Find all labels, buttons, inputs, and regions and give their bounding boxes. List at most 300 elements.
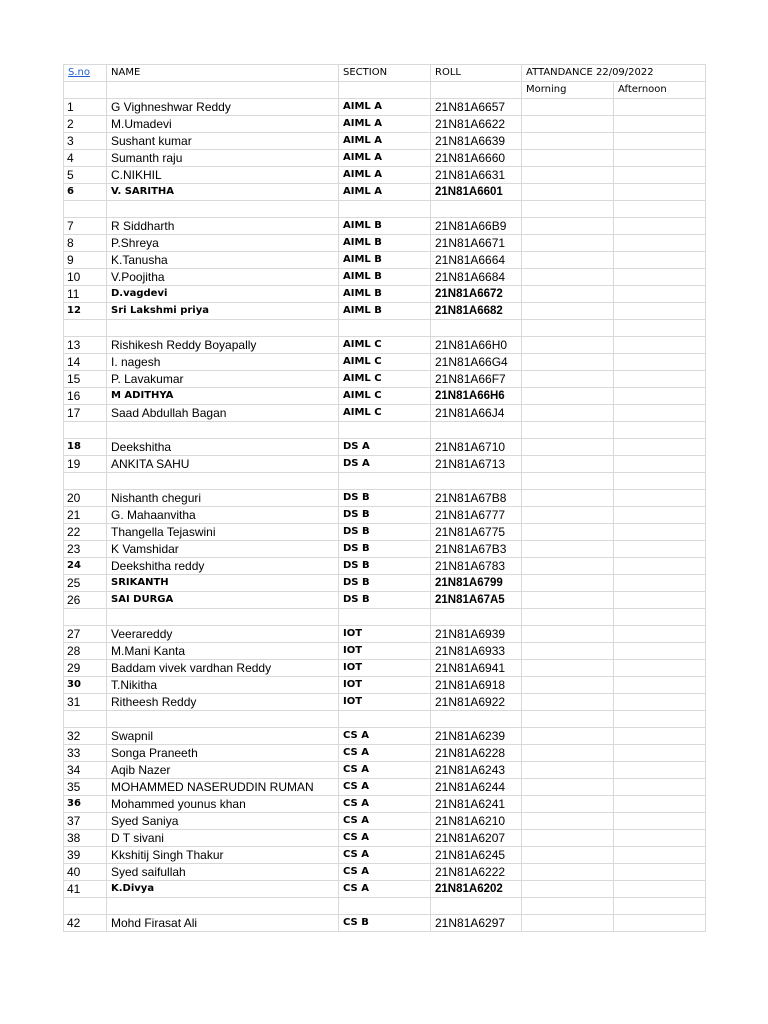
sno-cell: 11 <box>64 286 107 303</box>
sno-cell: 26 <box>64 592 107 609</box>
roll-cell: 21N81A66B9 <box>431 218 522 235</box>
morning-cell <box>522 150 614 167</box>
section-cell: CS A <box>339 728 431 745</box>
empty-cell <box>107 422 339 439</box>
roll-cell: 21N81A6713 <box>431 456 522 473</box>
roll-cell: 21N81A6297 <box>431 915 522 932</box>
roll-cell: 21N81A6622 <box>431 116 522 133</box>
morning-cell <box>522 762 614 779</box>
afternoon-cell <box>614 558 706 575</box>
morning-cell <box>522 456 614 473</box>
morning-cell <box>522 881 614 898</box>
roll-cell: 21N81A6672 <box>431 286 522 303</box>
roll-cell: 21N81A6777 <box>431 507 522 524</box>
afternoon-cell <box>614 677 706 694</box>
section-cell: AIML A <box>339 167 431 184</box>
sno-cell: 9 <box>64 252 107 269</box>
name-cell: M.Mani Kanta <box>107 643 339 660</box>
afternoon-cell <box>614 167 706 184</box>
sno-cell: 18 <box>64 439 107 456</box>
section-cell: DS A <box>339 439 431 456</box>
empty-cell <box>107 201 339 218</box>
empty-cell <box>431 609 522 626</box>
name-cell: Ritheesh Reddy <box>107 694 339 711</box>
section-cell: AIML C <box>339 371 431 388</box>
table-row <box>64 150 706 167</box>
name-cell: G. Mahaanvitha <box>107 507 339 524</box>
name-cell: D.vagdevi <box>107 286 339 303</box>
empty-cell <box>614 609 706 626</box>
name-cell: Rishikesh Reddy Boyapally <box>107 337 339 354</box>
roll-cell: 21N81A6775 <box>431 524 522 541</box>
afternoon-cell <box>614 286 706 303</box>
morning-cell <box>522 864 614 881</box>
afternoon-cell <box>614 592 706 609</box>
empty-cell <box>614 422 706 439</box>
section-cell: IOT <box>339 643 431 660</box>
roll-cell: 21N81A67A5 <box>431 592 522 609</box>
sno-cell: 17 <box>64 405 107 422</box>
roll-cell: 21N81A6922 <box>431 694 522 711</box>
roll-cell: 21N81A6244 <box>431 779 522 796</box>
section-cell: AIML B <box>339 252 431 269</box>
empty-cell <box>614 320 706 337</box>
name-cell: Swapnil <box>107 728 339 745</box>
empty-cell <box>431 711 522 728</box>
name-cell: K.Tanusha <box>107 252 339 269</box>
name-cell: SAI DURGA <box>107 592 339 609</box>
roll-cell: 21N81A6601 <box>431 184 522 201</box>
table-row <box>64 745 706 762</box>
section-cell: IOT <box>339 626 431 643</box>
table-row <box>64 813 706 830</box>
name-cell: V. SARITHA <box>107 184 339 201</box>
section-cell: AIML B <box>339 286 431 303</box>
morning-cell <box>522 575 614 592</box>
morning-cell <box>522 796 614 813</box>
empty-cell <box>107 609 339 626</box>
empty-cell <box>522 473 614 490</box>
blank-row <box>64 201 706 218</box>
empty-cell <box>107 898 339 915</box>
morning-cell <box>522 490 614 507</box>
sno-cell: 32 <box>64 728 107 745</box>
sno-cell: 15 <box>64 371 107 388</box>
roll-cell: 21N81A66G4 <box>431 354 522 371</box>
roll-cell: 21N81A6210 <box>431 813 522 830</box>
table-row <box>64 405 706 422</box>
afternoon-cell <box>614 915 706 932</box>
name-cell: M.Umadevi <box>107 116 339 133</box>
sno-cell: 31 <box>64 694 107 711</box>
morning-cell <box>522 677 614 694</box>
section-cell: CS A <box>339 813 431 830</box>
section-cell: AIML A <box>339 116 431 133</box>
name-cell: G Vighneshwar Reddy <box>107 99 339 116</box>
morning-cell <box>522 354 614 371</box>
roll-cell: 21N81A6639 <box>431 133 522 150</box>
sno-cell: 12 <box>64 303 107 320</box>
roll-cell: 21N81A6918 <box>431 677 522 694</box>
sno-cell: 20 <box>64 490 107 507</box>
name-cell: P.Shreya <box>107 235 339 252</box>
roll-cell: 21N81A6202 <box>431 881 522 898</box>
section-cell: DS B <box>339 575 431 592</box>
blank-row <box>64 320 706 337</box>
afternoon-cell <box>614 660 706 677</box>
section-cell: IOT <box>339 677 431 694</box>
morning-cell <box>522 694 614 711</box>
blank-row <box>64 473 706 490</box>
section-cell: CS A <box>339 847 431 864</box>
empty-cell <box>431 898 522 915</box>
name-cell: Baddam vivek vardhan Reddy <box>107 660 339 677</box>
roll-cell: 21N81A66H6 <box>431 388 522 405</box>
empty-cell <box>339 201 431 218</box>
section-cell: CS A <box>339 762 431 779</box>
afternoon-cell <box>614 694 706 711</box>
table-row <box>64 337 706 354</box>
afternoon-cell <box>614 881 706 898</box>
name-cell: M ADITHYA <box>107 388 339 405</box>
table-row <box>64 558 706 575</box>
section-cell: AIML C <box>339 337 431 354</box>
table-row <box>64 524 706 541</box>
morning-cell <box>522 643 614 660</box>
morning-cell <box>522 235 614 252</box>
afternoon-cell <box>614 762 706 779</box>
afternoon-cell <box>614 507 706 524</box>
roll-cell: 21N81A6710 <box>431 439 522 456</box>
table-row <box>64 881 706 898</box>
section-cell: IOT <box>339 660 431 677</box>
morning-cell <box>522 915 614 932</box>
table-row <box>64 643 706 660</box>
empty-cell <box>614 201 706 218</box>
afternoon-cell <box>614 150 706 167</box>
sno-cell: 13 <box>64 337 107 354</box>
table-row <box>64 660 706 677</box>
section-cell: DS A <box>339 456 431 473</box>
afternoon-cell <box>614 524 706 541</box>
morning-cell <box>522 830 614 847</box>
morning-cell <box>522 558 614 575</box>
afternoon-cell <box>614 354 706 371</box>
section-cell: DS B <box>339 507 431 524</box>
roll-cell: 21N81A6682 <box>431 303 522 320</box>
roll-cell: 21N81A6228 <box>431 745 522 762</box>
sno-cell: 1 <box>64 99 107 116</box>
roll-cell: 21N81A6241 <box>431 796 522 813</box>
sno-header[interactable]: S.no <box>64 65 107 82</box>
morning-cell <box>522 745 614 762</box>
name-cell: D T sivani <box>107 830 339 847</box>
table-row <box>64 694 706 711</box>
empty-cell <box>522 422 614 439</box>
empty-cell <box>339 422 431 439</box>
empty-cell <box>107 82 339 99</box>
table-row <box>64 116 706 133</box>
sno-cell: 39 <box>64 847 107 864</box>
afternoon-cell <box>614 643 706 660</box>
section-cell: DS B <box>339 541 431 558</box>
morning-cell <box>522 779 614 796</box>
morning-cell <box>522 286 614 303</box>
empty-cell <box>614 711 706 728</box>
sno-cell: 19 <box>64 456 107 473</box>
morning-cell <box>522 592 614 609</box>
afternoon-cell <box>614 456 706 473</box>
table-row <box>64 796 706 813</box>
section-header: SECTION <box>339 65 431 82</box>
afternoon-cell <box>614 575 706 592</box>
morning-cell <box>522 660 614 677</box>
table-row <box>64 915 706 932</box>
sno-cell: 34 <box>64 762 107 779</box>
empty-cell <box>64 422 107 439</box>
morning-cell <box>522 167 614 184</box>
name-cell: Aqib Nazer <box>107 762 339 779</box>
empty-cell <box>431 422 522 439</box>
roll-cell: 21N81A6239 <box>431 728 522 745</box>
roll-cell: 21N81A6671 <box>431 235 522 252</box>
name-cell: Nishanth cheguri <box>107 490 339 507</box>
morning-cell <box>522 303 614 320</box>
morning-cell <box>522 728 614 745</box>
name-cell: K Vamshidar <box>107 541 339 558</box>
empty-cell <box>64 201 107 218</box>
table-row <box>64 439 706 456</box>
afternoon-cell <box>614 235 706 252</box>
morning-cell <box>522 337 614 354</box>
empty-cell <box>522 320 614 337</box>
section-cell: AIML C <box>339 354 431 371</box>
table-row <box>64 133 706 150</box>
empty-cell <box>64 898 107 915</box>
section-cell: CS A <box>339 796 431 813</box>
sno-cell: 8 <box>64 235 107 252</box>
sno-cell: 38 <box>64 830 107 847</box>
afternoon-cell <box>614 779 706 796</box>
blank-row <box>64 422 706 439</box>
name-cell: ANKITA SAHU <box>107 456 339 473</box>
empty-cell <box>522 711 614 728</box>
afternoon-cell <box>614 541 706 558</box>
morning-cell <box>522 218 614 235</box>
empty-cell <box>339 711 431 728</box>
sno-cell: 24 <box>64 558 107 575</box>
afternoon-cell <box>614 728 706 745</box>
sno-cell: 5 <box>64 167 107 184</box>
roll-cell: 21N81A67B8 <box>431 490 522 507</box>
table-row <box>64 762 706 779</box>
section-cell: CS A <box>339 830 431 847</box>
afternoon-cell <box>614 133 706 150</box>
empty-cell <box>522 609 614 626</box>
table-row <box>64 235 706 252</box>
name-cell: SRIKANTH <box>107 575 339 592</box>
table-row <box>64 541 706 558</box>
afternoon-cell <box>614 252 706 269</box>
afternoon-cell <box>614 116 706 133</box>
table-row <box>64 575 706 592</box>
sno-cell: 41 <box>64 881 107 898</box>
empty-cell <box>107 473 339 490</box>
table-row <box>64 252 706 269</box>
afternoon-cell <box>614 388 706 405</box>
name-cell: K.Divya <box>107 881 339 898</box>
afternoon-header: Afternoon <box>614 82 706 99</box>
morning-cell <box>522 524 614 541</box>
sno-cell: 2 <box>64 116 107 133</box>
name-cell: MOHAMMED NASERUDDIN RUMAN <box>107 779 339 796</box>
empty-cell <box>522 201 614 218</box>
afternoon-cell <box>614 439 706 456</box>
afternoon-cell <box>614 371 706 388</box>
afternoon-cell <box>614 847 706 864</box>
name-cell: Deekshitha <box>107 439 339 456</box>
section-cell: CS B <box>339 915 431 932</box>
morning-cell <box>522 541 614 558</box>
table-row <box>64 830 706 847</box>
name-cell: Syed Saniya <box>107 813 339 830</box>
section-cell: AIML A <box>339 150 431 167</box>
morning-cell <box>522 388 614 405</box>
afternoon-cell <box>614 490 706 507</box>
morning-cell <box>522 99 614 116</box>
name-cell: Sushant kumar <box>107 133 339 150</box>
table-row <box>64 626 706 643</box>
blank-row <box>64 898 706 915</box>
roll-cell: 21N81A6684 <box>431 269 522 286</box>
roll-cell: 21N81A6941 <box>431 660 522 677</box>
section-cell: CS A <box>339 881 431 898</box>
section-cell: AIML C <box>339 388 431 405</box>
name-cell: I. nagesh <box>107 354 339 371</box>
afternoon-cell <box>614 184 706 201</box>
morning-cell <box>522 626 614 643</box>
name-cell: Thangella Tejaswini <box>107 524 339 541</box>
sno-cell: 30 <box>64 677 107 694</box>
name-cell: Saad Abdullah Bagan <box>107 405 339 422</box>
section-cell: CS A <box>339 779 431 796</box>
roll-cell: 21N81A6939 <box>431 626 522 643</box>
sno-cell: 16 <box>64 388 107 405</box>
afternoon-cell <box>614 269 706 286</box>
table-row <box>64 218 706 235</box>
name-cell: R Siddharth <box>107 218 339 235</box>
empty-cell <box>614 898 706 915</box>
sno-cell: 14 <box>64 354 107 371</box>
roll-cell: 21N81A6783 <box>431 558 522 575</box>
name-cell: P. Lavakumar <box>107 371 339 388</box>
roll-header: ROLL <box>431 65 522 82</box>
section-cell: AIML B <box>339 218 431 235</box>
table-row <box>64 507 706 524</box>
morning-cell <box>522 439 614 456</box>
table-row <box>64 371 706 388</box>
section-cell: DS B <box>339 490 431 507</box>
empty-cell <box>107 711 339 728</box>
table-row <box>64 592 706 609</box>
roll-cell: 21N81A6657 <box>431 99 522 116</box>
afternoon-cell <box>614 796 706 813</box>
empty-cell <box>64 320 107 337</box>
sno-cell: 42 <box>64 915 107 932</box>
header-row <box>64 65 706 82</box>
morning-cell <box>522 507 614 524</box>
section-cell: AIML C <box>339 405 431 422</box>
table-row <box>64 490 706 507</box>
roll-cell: 21N81A66F7 <box>431 371 522 388</box>
name-cell: Syed saifullah <box>107 864 339 881</box>
afternoon-cell <box>614 830 706 847</box>
sno-cell: 29 <box>64 660 107 677</box>
afternoon-cell <box>614 626 706 643</box>
roll-cell: 21N81A66J4 <box>431 405 522 422</box>
roll-cell: 21N81A6207 <box>431 830 522 847</box>
table-row <box>64 303 706 320</box>
sno-cell: 25 <box>64 575 107 592</box>
sno-cell: 23 <box>64 541 107 558</box>
afternoon-cell <box>614 337 706 354</box>
name-cell: C.NIKHIL <box>107 167 339 184</box>
name-cell: Kkshitij Singh Thakur <box>107 847 339 864</box>
name-cell: Sumanth raju <box>107 150 339 167</box>
section-cell: AIML B <box>339 235 431 252</box>
morning-cell <box>522 813 614 830</box>
table-row <box>64 167 706 184</box>
afternoon-cell <box>614 745 706 762</box>
name-header: NAME <box>107 65 339 82</box>
roll-cell: 21N81A6660 <box>431 150 522 167</box>
morning-cell <box>522 116 614 133</box>
sno-cell: 28 <box>64 643 107 660</box>
afternoon-cell <box>614 303 706 320</box>
empty-cell <box>107 320 339 337</box>
section-cell: DS B <box>339 558 431 575</box>
morning-cell <box>522 252 614 269</box>
table-row <box>64 354 706 371</box>
section-cell: IOT <box>339 694 431 711</box>
afternoon-cell <box>614 405 706 422</box>
table-row <box>64 456 706 473</box>
sno-cell: 21 <box>64 507 107 524</box>
empty-cell <box>64 82 107 99</box>
sno-cell: 7 <box>64 218 107 235</box>
sno-cell: 36 <box>64 796 107 813</box>
roll-cell: 21N81A6933 <box>431 643 522 660</box>
empty-cell <box>431 201 522 218</box>
roll-cell: 21N81A6664 <box>431 252 522 269</box>
section-cell: AIML A <box>339 184 431 201</box>
sno-cell: 4 <box>64 150 107 167</box>
section-cell: AIML A <box>339 99 431 116</box>
section-cell: AIML A <box>339 133 431 150</box>
empty-cell <box>339 82 431 99</box>
sno-cell: 35 <box>64 779 107 796</box>
afternoon-cell <box>614 218 706 235</box>
name-cell: Sri Lakshmi priya <box>107 303 339 320</box>
attendance-sheet <box>63 64 706 932</box>
sno-cell: 27 <box>64 626 107 643</box>
section-cell: AIML B <box>339 269 431 286</box>
section-cell: DS B <box>339 524 431 541</box>
sno-cell: 6 <box>64 184 107 201</box>
afternoon-cell <box>614 864 706 881</box>
name-cell: Veerareddy <box>107 626 339 643</box>
morning-cell <box>522 405 614 422</box>
